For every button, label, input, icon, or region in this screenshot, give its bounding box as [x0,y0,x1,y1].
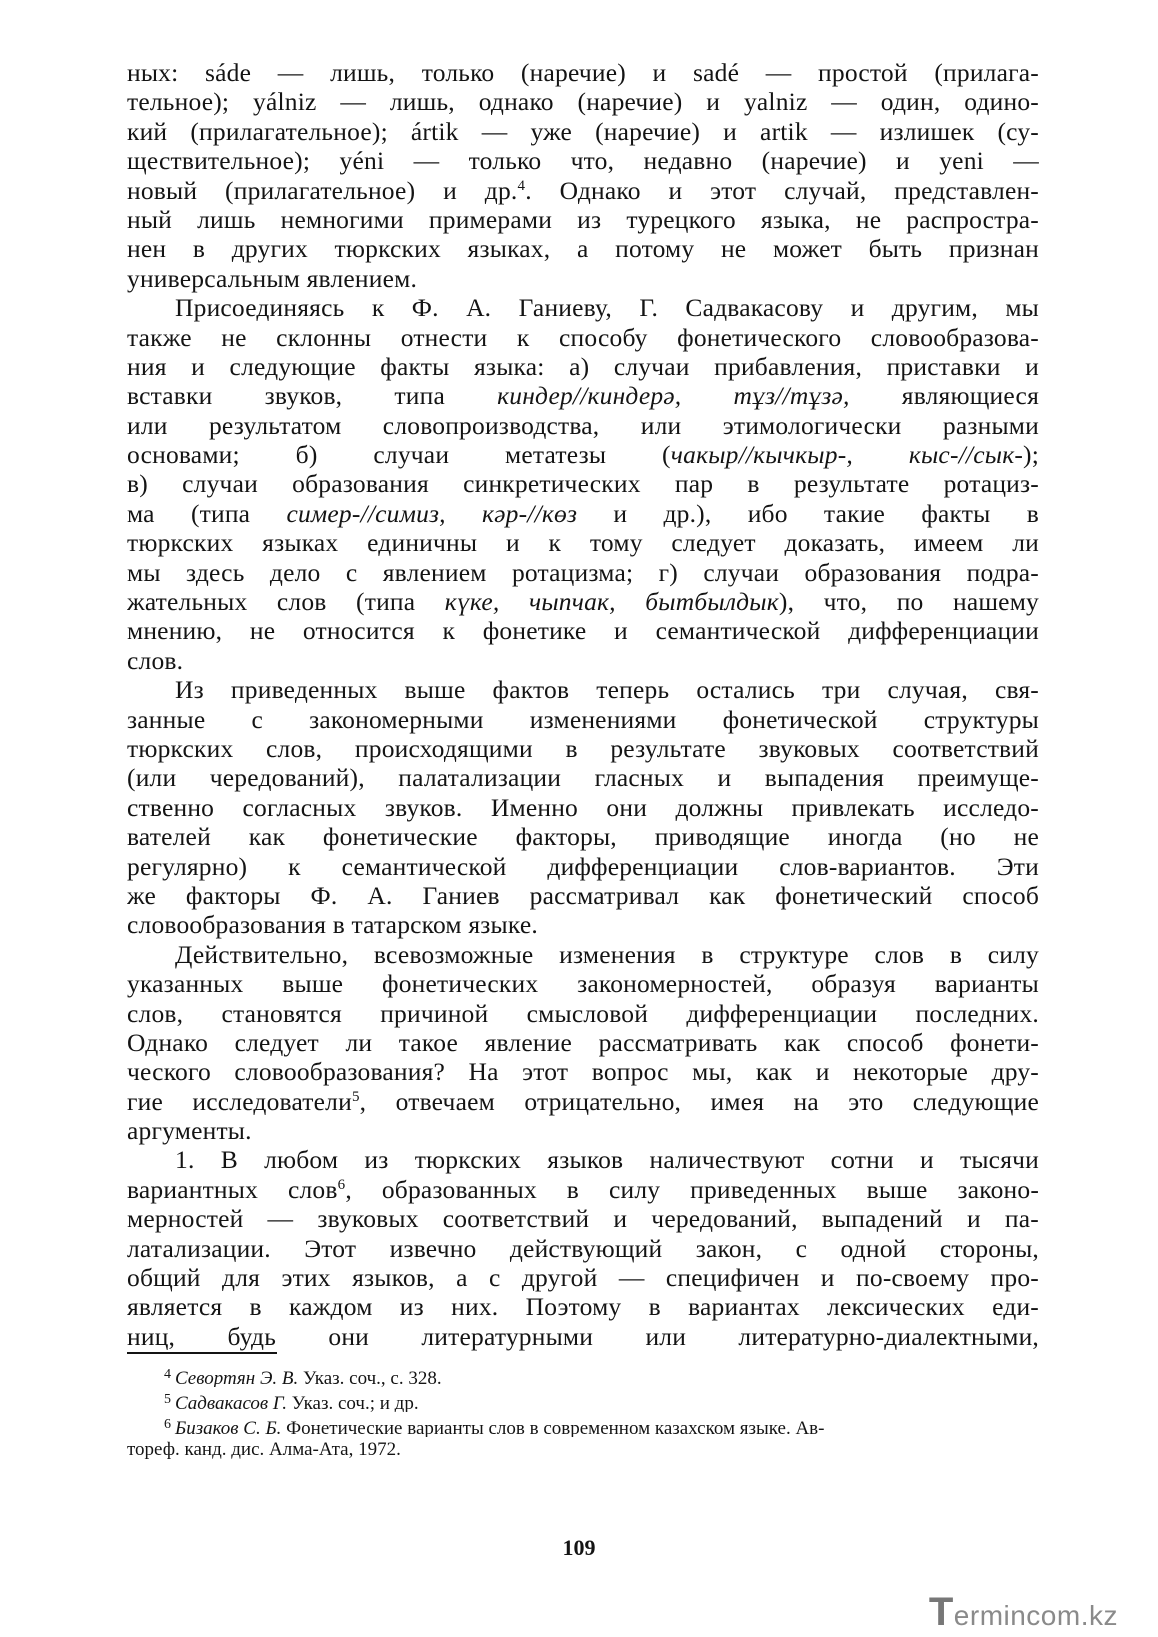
text-line [127,1234,1039,1263]
text-line [127,881,1039,910]
footnote-author: Севортян Э. В. [175,1368,299,1387]
footnote [127,1387,1039,1412]
line-text-after: и др.), ибо такие факты в [577,498,1039,528]
text-line [127,1116,1039,1145]
watermark-logo [929,1590,1118,1635]
text-line [127,675,1039,704]
line-text: занные с закономерными изменениями фонетической структуры [127,704,1039,734]
line-text: (или чередований), палатализации гласных и выпадения преимуще- [127,763,1039,793]
body-text [127,58,1039,1351]
line-text-after: , отвечаем отрицательно, имея на это следующие [359,1086,1039,1116]
text-line [127,999,1039,1028]
text-line [127,646,1039,675]
text-line [127,734,1039,763]
line-text: общий для этих языков, а с другой — специфичен и по-своему про- [127,1263,1039,1293]
text-line [127,352,1039,381]
line-text: латализации. Этот извечно действующий закон, с одной стороны, [127,1233,1039,1263]
line-text: мы здесь дело с явлением ротацизма; г) случаи образования подра- [127,557,1039,587]
text-line [127,323,1039,352]
text-line [127,1322,1039,1351]
line-text: аргументы. [127,1116,252,1146]
text-line [127,793,1039,822]
line-text: же факторы Ф. А. Ганиев рассматривал как фонетический способ [127,880,1039,910]
text-line [127,205,1039,234]
text-line [127,558,1039,587]
footnote-number: 6 [164,1417,171,1432]
footnote-ref: 4 [517,177,526,194]
footnote [127,1437,1039,1462]
line-text: в) случаи образования синкретических пар в результате ротациз- [127,469,1039,499]
text-line [127,176,1039,205]
line-text: Однако следует ли такое явление рассматривать как способ фонети- [127,1027,1039,1057]
text-line [127,87,1039,116]
line-text: также не склонны отнести к способу фонетического словообразова- [127,322,1039,352]
line-text: указанных выше фонетических закономерностей, образуя варианты [127,969,1039,999]
watermark-initial: T [928,1590,954,1634]
footnotes [127,1362,1039,1462]
line-text: новый (прилагательное) и др. [127,175,518,205]
footnote [127,1412,1039,1437]
text-line [127,969,1039,998]
line-text: 1. В любом из тюркских языков наличествуют сотни и тысячи [175,1145,1039,1175]
footnote-author: Бизаков С. Б. [175,1418,282,1437]
italic-example: киндер//киндерә, тұз//тұзә, [497,381,850,411]
line-text: гие исследователи [127,1086,352,1116]
text-line [127,616,1039,645]
page-number: 109 [562,1535,596,1560]
text-line [127,440,1039,469]
line-text: словообразования в татарском языке. [127,910,538,940]
line-text-after: , образованных в силу приведенных выше законо- [345,1174,1039,1204]
watermark-text: ermincom.kz [953,1600,1118,1631]
line-text-after: ), что, по нашему [778,587,1039,617]
text-line [127,852,1039,881]
line-text: ческого словообразования? На этот вопрос мы, как и некоторые дру- [127,1057,1039,1087]
line-text-after: ); [1023,440,1039,470]
italic-example: күке, чыпчак, бытбылдык [444,587,779,617]
line-text: мнению, не относится к фонетике и семантической дифференциации [127,616,1039,646]
footnote-text: тореф. канд. дис. Алма-Ата, 1972. [127,1439,401,1460]
line-text: ниц, будь они литературными или литературно-диалектными, [127,1321,1039,1351]
text-line [127,264,1039,293]
footnote-number: 4 [164,1367,171,1382]
text-line [127,1145,1039,1174]
text-line [127,469,1039,498]
line-text: или результатом словопроизводства, или этимологически разными [127,410,1039,440]
line-text: ный лишь немногими примерами из турецкого языка, не распростра- [127,204,1039,234]
text-line [127,1175,1039,1204]
line-text: Из приведенных выше фактов теперь остались три случая, свя- [175,675,1039,705]
line-text-after: являющиеся [849,381,1039,411]
line-text: ществительное); yéni — только что, недавно (наречие) и yeni — [127,146,1039,176]
line-text: тельное); yálniz — лишь, однако (наречие) и yalniz — один, одино- [127,87,1039,117]
line-text: ма (типа [127,498,287,528]
italic-example: симер-//симиз, кәр-//көз [286,498,578,528]
footnote-text: Фонетические варианты слов в современном казахском языке. Ав- [281,1418,825,1437]
text-line [127,940,1039,969]
line-text: вателей как фонетические факторы, приводящие иногда (но не [127,822,1039,852]
line-text: слов, становятся причиной смысловой дифференциации последних. [127,998,1039,1028]
text-line [127,234,1039,263]
line-text: слов. [127,645,184,675]
line-text: основами; б) случаи метатезы ( [127,440,671,470]
line-text: мерностей — звуковых соответствий и чередований, выпадений и па- [127,1204,1039,1234]
text-line [127,705,1039,734]
text-line [127,1028,1039,1057]
line-text-after: . Однако и этот случай, представлен- [525,175,1039,205]
line-text: вариантных слов [127,1174,338,1204]
line-text: кий (прилагательное); ártik — уже (наречие) и artik — излишек (су- [127,116,1039,146]
text-line [127,381,1039,410]
text-line [127,58,1039,87]
text-line [127,117,1039,146]
text-line [127,763,1039,792]
line-text: ственно согласных звуков. Именно они должны привлекать исследо- [127,792,1039,822]
footnote-rule [127,1352,277,1354]
line-text: регулярно) к семантической дифференциации слов-вариантов. Эти [127,851,1039,881]
text-line [127,587,1039,616]
text-line [127,528,1039,557]
line-text: является в каждом из них. Поэтому в вариантах лексических еди- [127,1292,1039,1322]
text-line [127,293,1039,322]
line-text: тюркских слов, происходящими в результате звуковых соответствий [127,733,1039,763]
line-text: Действительно, всевозможные изменения в структуре слов в силу [175,939,1039,969]
text-line [127,1087,1039,1116]
text-line [127,1263,1039,1292]
footnote-text: Указ. соч., с. 328. [298,1368,442,1387]
line-text: вставки звуков, типа [127,381,498,411]
line-text: тюркских языках единичны и к тому следует доказать, имеем ли [127,528,1039,558]
line-text: ния и следующие факты языка: а) случаи прибавления, приставки и [127,351,1039,381]
footnote-number: 5 [164,1392,171,1407]
line-text: нен в других тюркских языках, а потому не может быть признан [127,234,1039,264]
text-line [127,411,1039,440]
text-line [127,822,1039,851]
footnote-author: Садвакасов Г. [175,1393,288,1412]
text-line [127,1292,1039,1321]
text-line [127,499,1039,528]
text-line [127,910,1039,939]
footnote-ref: 6 [337,1176,346,1193]
italic-example: чакыр//кычкыр-, кыс-//сык- [670,440,1024,470]
line-text: универсальным явлением. [127,263,418,293]
line-text: жательных слов (типа [127,587,445,617]
footnote [127,1362,1039,1387]
footnote-text: Указ. соч.; и др. [287,1393,419,1412]
text-line [127,1057,1039,1086]
text-line [127,146,1039,175]
footnote-ref: 5 [351,1088,360,1105]
text-line [127,1204,1039,1233]
line-text: ных: sáde — лишь, только (наречие) и sadé — простой (прилага- [127,58,1039,87]
line-text: Присоединяясь к Ф. А. Ганиеву, Г. Садвакасову и другим, мы [175,293,1039,323]
